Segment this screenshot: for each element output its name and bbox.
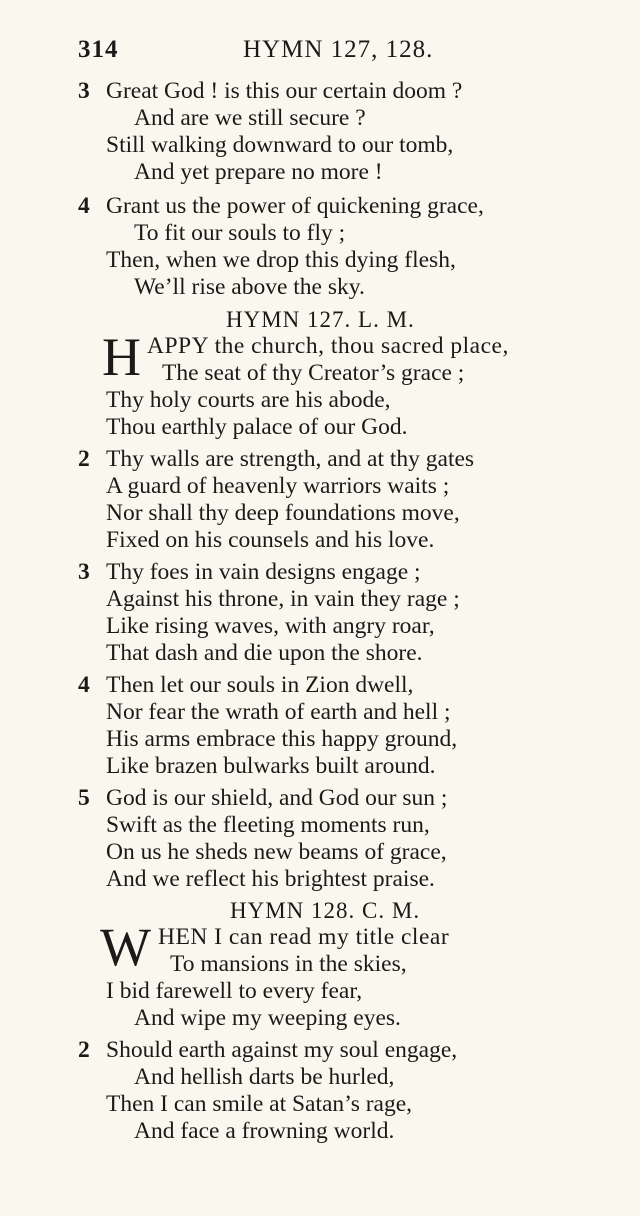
verse-line: To fit our souls to fly ; xyxy=(134,220,346,246)
verse-line: The seat of thy Creator’s grace ; xyxy=(162,360,465,386)
verse-line: And are we still secure ? xyxy=(134,105,366,131)
verse-line: Thy holy courts are his abode, xyxy=(106,387,391,413)
page-number: 314 xyxy=(78,36,119,63)
verse-line: And wipe my weeping eyes. xyxy=(134,1005,401,1031)
verse-line: HEN I can read my title clear xyxy=(158,924,450,950)
stanza-number: 3 xyxy=(78,559,90,585)
stanza-number: 3 xyxy=(78,78,90,104)
verse-line: And face a frowning world. xyxy=(134,1118,395,1144)
verse-line: His arms embrace this happy ground, xyxy=(106,726,458,752)
verse-line: Swift as the fleeting moments run, xyxy=(106,812,430,838)
verse-line: Still walking downward to our tomb, xyxy=(106,132,454,158)
verse-line: Thy foes in vain designs engage ; xyxy=(106,559,421,585)
verse-line: Like rising waves, with angry roar, xyxy=(106,613,435,639)
verse-line: Then, when we drop this dying flesh, xyxy=(106,247,456,273)
verse-line: I bid farewell to every fear, xyxy=(106,978,363,1004)
hymn-title: HYMN 127. L. M. xyxy=(226,307,415,332)
verse-line: On us he sheds new beams of grace, xyxy=(106,839,447,865)
verse-line: And hellish darts be hurled, xyxy=(134,1064,395,1090)
stanza-number: 4 xyxy=(78,672,90,698)
verse-line: Like brazen bulwarks built around. xyxy=(106,753,436,779)
verse-line: Great God ! is this our certain doom ? xyxy=(106,78,463,104)
verse-line: Grant us the power of quickening grace, xyxy=(106,193,484,219)
stanza-number: 2 xyxy=(78,1037,90,1063)
verse-line: APPY the church, thou sacred place, xyxy=(147,333,509,359)
verse-line: God is our shield, and God our sun ; xyxy=(106,785,448,811)
verse-line: And we reflect his brightest praise. xyxy=(106,866,435,892)
page-header xyxy=(78,36,578,70)
stanza-number: 4 xyxy=(78,193,90,219)
stanza-number: 5 xyxy=(78,785,90,811)
verse-line: Fixed on his counsels and his love. xyxy=(106,527,435,553)
verse-line: Should earth against my soul engage, xyxy=(106,1037,458,1063)
verse-line: Thou earthly palace of our God. xyxy=(106,414,408,440)
verse-line: Nor shall thy deep foundations move, xyxy=(106,500,460,526)
verse-line: To mansions in the skies, xyxy=(170,951,407,977)
drop-cap: H xyxy=(102,327,141,387)
verse-line: Then let our souls in Zion dwell, xyxy=(106,672,414,698)
verse-line: A guard of heavenly warriors waits ; xyxy=(106,473,450,499)
verse-line: Thy walls are strength, and at thy gates xyxy=(106,446,475,472)
verse-line: Then I can smile at Satan’s rage, xyxy=(106,1091,413,1117)
verse-line: Nor fear the wrath of earth and hell ; xyxy=(106,699,451,725)
verse-line: Against his throne, in vain they rage ; xyxy=(106,586,460,612)
running-head: HYMN 127, 128. xyxy=(243,36,434,63)
verse-line: We’ll rise above the sky. xyxy=(134,274,365,300)
hymn-title: HYMN 128. C. M. xyxy=(230,898,421,923)
verse-line: And yet prepare no more ! xyxy=(134,159,383,185)
drop-cap: W xyxy=(100,917,151,977)
verse-line: That dash and die upon the shore. xyxy=(106,640,423,666)
stanza-number: 2 xyxy=(78,446,90,472)
